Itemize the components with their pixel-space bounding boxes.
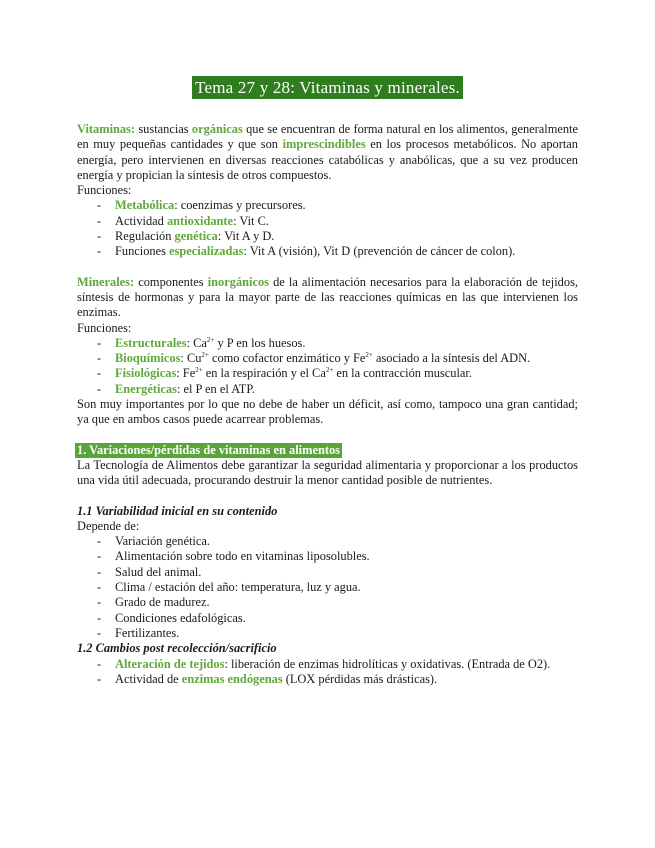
minerales-funciones-label: Funciones: xyxy=(77,320,132,335)
list-item-text: Actividad de xyxy=(115,671,182,686)
spacer xyxy=(77,428,578,443)
title-container xyxy=(0,76,655,99)
genetica-term: genética xyxy=(174,229,218,244)
minerales-term: Minerales xyxy=(77,274,130,289)
list-item-text: Funciones xyxy=(115,244,170,259)
document-body xyxy=(77,122,578,687)
list-item xyxy=(77,672,578,687)
metabolica-term: Metabólica xyxy=(115,198,175,213)
vitaminas-text-1: sustancias xyxy=(135,122,192,136)
section-1-heading: 1. Variaciones/pérdidas de vitaminas en alimentos xyxy=(77,442,340,457)
spacer xyxy=(77,489,578,504)
list-item-text: en la respiración y el Ca xyxy=(202,366,326,381)
subsection-1-2-heading: 1.2 Cambios post recolección/sacrificio xyxy=(77,641,277,656)
vitaminas-paragraph xyxy=(77,122,578,183)
list-item xyxy=(77,229,578,244)
list-item-text: : Vit A (visión), Vit D (prevención de cáncer de colon). xyxy=(243,244,516,259)
list-item-text: Actividad xyxy=(115,213,167,228)
depende-label: Depende de: xyxy=(77,518,140,533)
inorganicos-term: inorgánicos xyxy=(207,274,269,289)
minerales-text-2: de la alimentación necesarios para la elaboración de tejidos, síntesis de hormonas y para la mayor parte de las reacciones químicas en las que intervienen los enzimas. xyxy=(77,274,578,320)
factors-list xyxy=(77,534,578,641)
subsection-1-1-heading: 1.1 Variabilidad inicial en su contenido xyxy=(77,503,278,518)
list-item: - Salud del animal. xyxy=(77,565,578,580)
charge-superscript: 2+ xyxy=(325,366,334,375)
list-item: - Condiciones edafológicas. xyxy=(77,611,578,626)
vitaminas-funciones-label: Funciones: xyxy=(77,183,132,198)
charge-superscript: 2+ xyxy=(201,351,209,360)
spacer xyxy=(77,260,578,275)
vitaminas-text-3: en los procesos metabólicos. No aportan energía, pero intervienen en diversas reacciones catabólicas y anabólicas, que a su vez producen energía y propician la síntesis de otros compuestos. xyxy=(77,137,578,182)
estructurales-term: Estructurales xyxy=(115,335,187,350)
page-title: Tema 27 y 28: Vitaminas y minerales. xyxy=(192,76,463,99)
charge-superscript: 2+ xyxy=(195,366,203,375)
list-item-text: : liberación de enzimas hidrolíticas y oxidativas. (Entrada de O2). xyxy=(224,656,551,671)
list-item-text: (LOX pérdidas más drásticas). xyxy=(282,671,438,686)
minerales-paragraph xyxy=(77,275,578,321)
list-item: - Clima / estación del año: temperatura, luz y agua. xyxy=(77,580,578,595)
minerales-colon: : xyxy=(130,274,135,289)
list-item xyxy=(77,657,578,672)
minerales-text-1: componentes xyxy=(134,274,208,289)
list-item: - Variación genética. xyxy=(77,534,578,549)
list-item xyxy=(77,214,578,229)
vitaminas-functions-list xyxy=(77,198,578,259)
list-item-text: asociado a la síntesis del ADN. xyxy=(372,351,531,366)
vitaminas-text-2: que se encuentran de forma natural en los alimentos, generalmente en muy pequeñas cantidades y que son xyxy=(77,122,578,152)
list-item-text: : Fe xyxy=(176,366,196,381)
list-item-text: : el P en el ATP. xyxy=(176,381,255,396)
list-item: - Alimentación sobre todo en vitaminas liposolubles. xyxy=(77,549,578,564)
list-item: - Grado de madurez. xyxy=(77,595,578,610)
imprescindibles-term: imprescindibles xyxy=(282,137,366,152)
especializadas-term: especializadas xyxy=(169,244,244,259)
list-item: - Fertilizantes. xyxy=(77,626,578,641)
list-item xyxy=(77,336,578,351)
post-harvest-list xyxy=(77,657,578,688)
list-item xyxy=(77,351,578,366)
list-item-text: : Vit C. xyxy=(233,213,269,228)
antioxidante-term: antioxidante xyxy=(166,213,234,228)
energeticas-term: Energéticas xyxy=(115,381,177,396)
fisiologicas-term: Fisiológicas xyxy=(115,366,177,381)
section-1-heading-row xyxy=(77,443,578,458)
list-item xyxy=(77,382,578,397)
list-item-text: como cofactor enzimático y Fe xyxy=(208,351,366,366)
charge-superscript: 2+ xyxy=(206,335,215,344)
list-item-text: : Ca xyxy=(186,335,207,350)
list-item-text: Regulación xyxy=(115,229,175,244)
bioquimicos-term: Bioquímicos xyxy=(115,351,181,366)
organicas-term: orgánicas xyxy=(191,122,243,136)
section-1-intro: La Tecnología de Alimentos debe garantizar la seguridad alimentaria y proporcionar a los productos una vida útil adecuada, procurando destruir la menor cantidad posible de nutrientes. xyxy=(77,457,578,488)
list-item-text: : Vit A y D. xyxy=(217,229,275,244)
list-item xyxy=(77,244,578,259)
list-item-text: en la contracción muscular. xyxy=(333,366,472,381)
list-item-text: : Cu xyxy=(180,351,202,366)
list-item-text: y P en los huesos. xyxy=(214,335,306,350)
minerales-functions-list xyxy=(77,336,578,397)
list-item xyxy=(77,198,578,213)
vitaminas-term: Vitaminas xyxy=(77,122,131,136)
vitaminas-colon: : xyxy=(130,122,136,136)
list-item xyxy=(77,366,578,381)
minerales-closing: Son muy importantes por lo que no debe de haber un déficit, así como, tampoco una gran cantidad; ya que en ambos casos puede acarrear problemas. xyxy=(77,397,578,427)
alteracion-tejidos-term: Alteración de tejidos xyxy=(115,656,225,671)
charge-superscript: 2+ xyxy=(365,351,373,360)
enzimas-endogenas-term: enzimas endógenas xyxy=(181,671,283,686)
list-item-text: : coenzimas y precursores. xyxy=(174,198,306,213)
